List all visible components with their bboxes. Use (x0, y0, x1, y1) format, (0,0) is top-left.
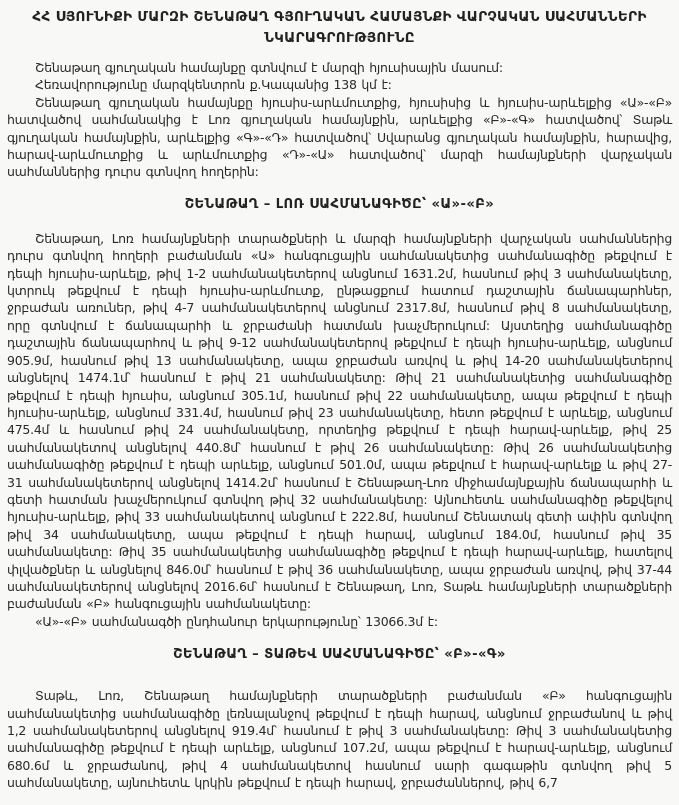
intro-paragraph-borders: Շենաթաղ գյուղական համայնքը հյուսիս-արևմուտքից, հյուսիսից և հյուսիս-արևելքից «Ա»-«Բ» հատվածով սահմանակից է Լոռ գյուղական համայնքին, արևելքից «Բ»-«Գ» հատվածով՝ Տաթև գյուղական համայնքին, արևելքից «Գ»-«Դ» հատվածով՝ Սվարանց գյուղական համայնքին, հարավից, հարավ-արևմուտքից և արևմուտքից «Դ»-«Ա» հատվածով՝ մարզի համայնքների վարչական սահմաններից դուրս գտնվող հողերին: (7, 94, 672, 180)
boundary-description-b-g: Տաթև, Լոռ, Շենաթաղ համայնքների տարածքների բաժանման «Բ» հանգուցային սահմանակետից սահմանագիծը լեռնալանջով թեքվում է դեպի հարավ, անցնում ջրբաժանով և թիվ 1,2 սահմանակետերով անցնելով 919.4մ՝ հասնում է թիվ 3 սահմանակետը: Թիվ 3 սահմանակետից սահմանագիծը թեքվում է դեպի արևելք, անցնում 107.2մ, ապա թեքվում է հարավ-արևելք, անցնում 680.6մ և ջրբաժանով, թիվ 4 սահմանակետով հասնում սարի գագաթին գտնվող թիվ 5 սահմանակետը, այնուհետև կրկին թեքվում է դեպի հարավ, ջրբաժաններով, թիվ 6,7 (7, 688, 672, 791)
document-title-line-1: ՀՀ ՍՅՈՒՆԻՔԻ ՄԱՐԶԻ ՇԵՆԱԹԱՂ ԳՅՈՒՂԱԿԱՆ ՀԱՄԱՅՆՔԻ ՎԱՐՉԱԿԱՆ ՍԱՀՄԱՆՆԵՐԻ (32, 9, 647, 25)
boundary-total-length-a-b: «Ա»-«Բ» սահմանագծի ընդհանուր երկարությունը՝ 13066.3մ է: (35, 613, 438, 629)
section-heading-shenatagh-tatev: ՇԵՆԱԹԱՂ – ՏԱԹԵՎ ՍԱՀՄԱՆԱԳԻԾԸ՝ «Բ»-«Գ» (173, 647, 506, 663)
boundary-description-a-b: Շենաթաղ, Լոռ համայնքների տարածքների և մարզի համայնքների վարչական սահմաններից դուրս գտնվող հողերի բաժանման «Ա» հանգուցային սահմանակետից սահմանագիծը թեքվում է դեպի հյուսիս-արևելք, թիվ 1-2 սահմանակետերով անցնում 1631.2մ, հասնում թիվ 3 սահմանակետը, կտրուկ թեքվում է դեպի հյուսիս-արևմուտք, ընթացքում հատում դաշտային ճանապարհներ, ջրբաժան առուներ, թիվ 4-7 սահմանակետերով անցնում 2317.8մ, հասնում թիվ 8 սահմանակետը, որը գտնվում է ճանապարհի և ջրբաժանի հատման խաչմերուկում: Այստեղից սահմանագիծը դաշտային ճանապարհով և թիվ 9-12 սահմանակետերով թեքվում է դեպի հյուսիս-արևելք, անցնում 905.9մ, հասնում թիվ 13 սահմանակետը, ապա ջրբաժան առվով և թիվ 14-20 սահմանակետերով անցնելով 1474.1մ՝ հասնում է թիվ 21 սահմանակետը: Թիվ 21 սահմանակետից սահմանագիծը թեքվում է դեպի հյուսիս, անցնում 305.1մ, հասնում թիվ 22 սահմանակետը, ապա թեքվում է դեպի հյուսիս-արևելք, անցնում 331.4մ, հասնում թիվ 23 սահմանակետը, հետո թեքվում է արևելք, անցնում 475.4մ և հասնում թիվ 24 սահմանակետը, որտեղից թեքվում է դեպի հարավ-արևելք, թիվ 25 սահմանակետով անցնելով 440.8մ՝ հասնում է թիվ 26 սահմանակետը: Թիվ 26 սահմանակետից սահմանագիծը թեքվում է դեպի արևելք, անցնում 501.0մ, ապա թեքվում է հարավ-արևելք և թիվ 27-31 սահմանակետերով անցնելով 1414.2մ՝ հասնում է Շենաթաղ-Լոռ միջհամայնքային ճանապարհի և գետի հատման խաչմերուկում գտնվող թիվ 32 սահմանակետը: Այնուհետև սահմանագիծը թեքվելով հյուսիս-արևելք, թիվ 33 սահմանակետով անցնում է 222.8մ, հասնում Շենատակ գետի ափին գտնվող թիվ 34 սահմանակետը, ապա թեքվում է դեպի հարավ, անցնում 184.0մ, հասնում թիվ 35 սահմանակետը: Թիվ 35 սահմանակետից սահմանագիծը թեքվում է դեպի հարավ-արևելք, հատելով փլվածքներ և անցնելով 846.0մ՝ հասնում է թիվ 36 սահմանակետը, ապա ջրբաժան առվով, թիվ 37-44 սահմանակետերով անցնելով 2016.6մ՝ հասնում է Շենաթաղ, Լոռ, Տաթև համայնքների տարածքների բաժանման «Բ» հանգուցային սահմանակետը: (7, 230, 672, 612)
document-title (7, 7, 672, 49)
section-heading-shenatagh-lor: ՇԵՆԱԹԱՂ – ԼՈՌ ՍԱՀՄԱՆԱԳԻԾԸ՝ «Ա»-«Բ» (184, 196, 495, 212)
intro-paragraph-distance: Հեռավորությունը մարզկենտրոն ք.Կապանից 138 կմ է: (35, 77, 392, 93)
intro-paragraph-location: Շենաթաղ գյուղական համայնքը գտնվում է մարզի հյուսիսային մասում: (35, 60, 503, 75)
document-title-line-2: ՆԿԱՐԱԳՐՈՒԹՅՈՒՆԸ (264, 30, 415, 46)
